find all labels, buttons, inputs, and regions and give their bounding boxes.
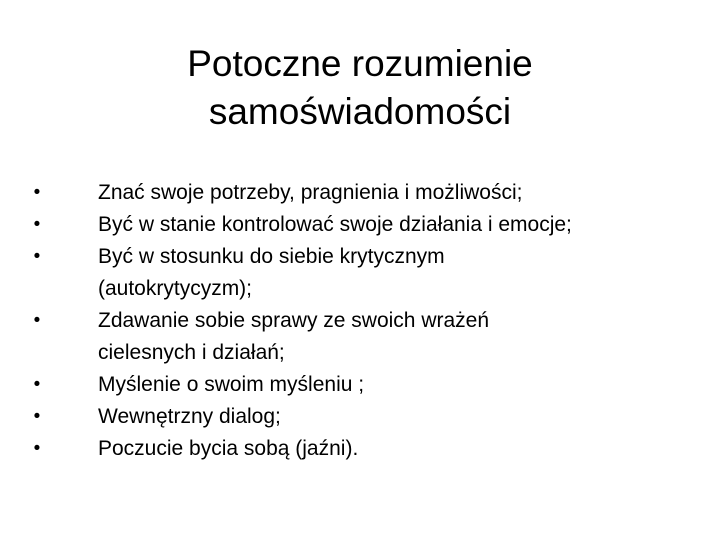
bullet-item-4	[30, 305, 690, 369]
slide-title-line-2: samoświadomości	[208, 91, 512, 132]
bullet-icon: •	[33, 214, 41, 235]
bullet-text: Myślenie o swoim myśleniu ;	[98, 373, 365, 396]
bullet-icon: •	[33, 310, 41, 331]
bullet-text: Poczucie bycia sobą (jaźni).	[98, 437, 359, 460]
bullet-icon: •	[33, 438, 41, 459]
bullet-text: Zdawanie sobie sprawy ze swoich wrażeń	[98, 309, 490, 332]
bullet-icon: •	[33, 246, 41, 267]
bullet-text-continuation: (autokrytycyzm);	[98, 277, 253, 300]
slide-title	[60, 40, 660, 136]
bullet-item-2	[30, 209, 690, 241]
bullet-icon: •	[33, 406, 41, 427]
bullet-text: Znać swoje potrzeby, pragnienia i możliwości;	[98, 181, 523, 204]
bullet-text: Wewnętrzny dialog;	[98, 405, 281, 428]
bullet-item-6	[30, 401, 690, 433]
bullet-text: Być w stosunku do siebie krytycznym	[98, 245, 445, 268]
bullet-text: Być w stanie kontrolować swoje działania i emocje;	[98, 213, 572, 236]
bullet-icon: •	[33, 182, 41, 203]
bullet-icon: •	[33, 374, 41, 395]
bullet-item-5	[30, 369, 690, 401]
bullet-item-3	[30, 241, 690, 305]
bullet-text-continuation: cielesnych i działań;	[98, 341, 285, 364]
bullet-list	[30, 177, 690, 465]
bullet-item-7	[30, 433, 690, 465]
bullet-item-1	[30, 177, 690, 209]
slide-title-line-1: Potoczne rozumienie	[187, 43, 533, 84]
